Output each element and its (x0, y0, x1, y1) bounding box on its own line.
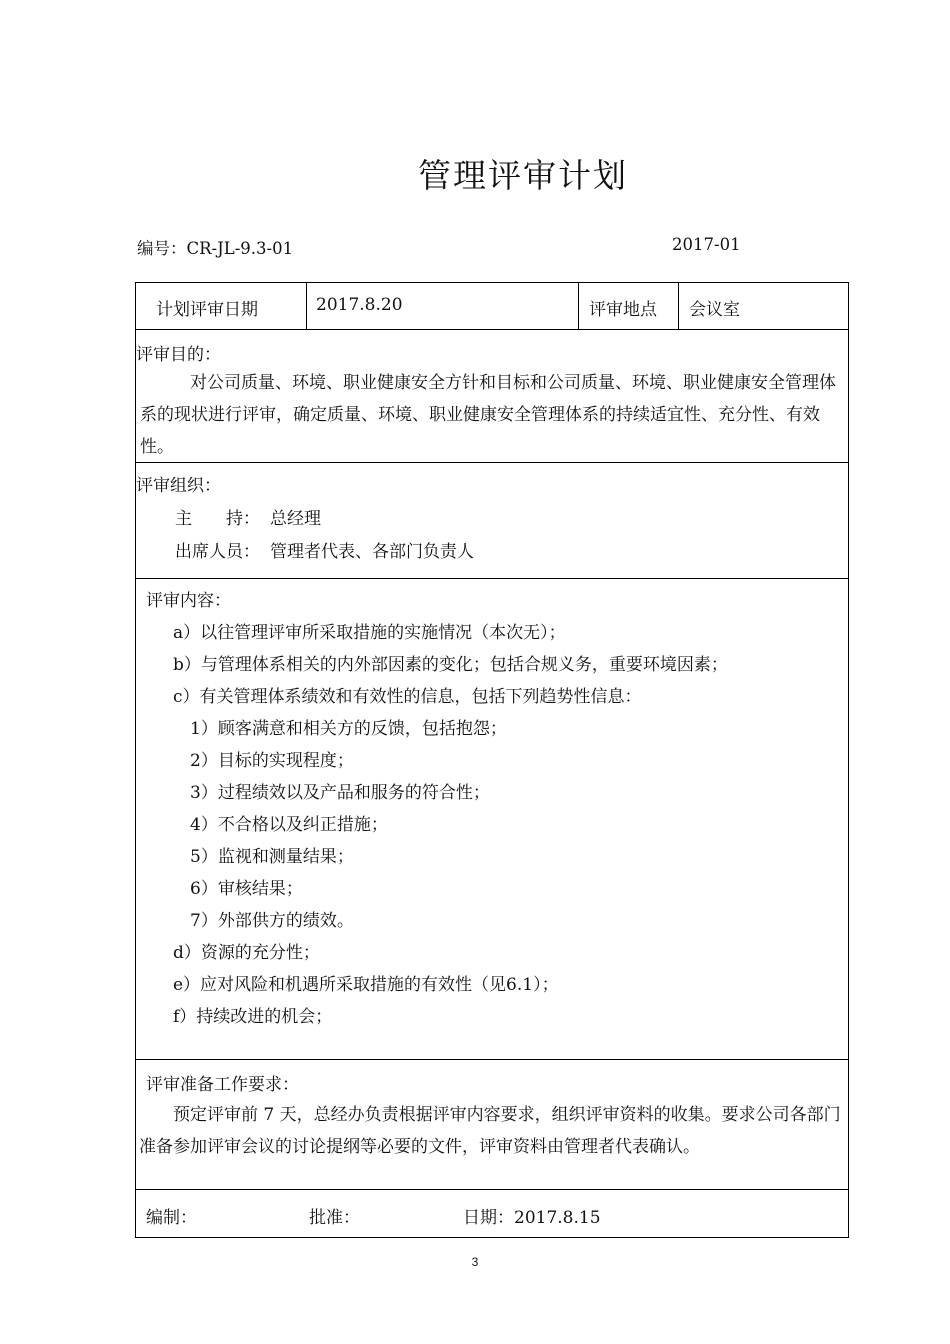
page-title: 管理评审计划 (418, 156, 628, 195)
content-section (136, 579, 848, 1060)
place-label: 评审地点 (589, 300, 657, 320)
list-subitem: 7）外部供方的绩效。 (190, 911, 354, 931)
sign-date-label: 日期：2017.8.15 (463, 1208, 601, 1228)
organization-heading: 评审组织： (136, 476, 221, 496)
preparation-section (136, 1060, 848, 1190)
list-subitem: 6）审核结果； (190, 879, 303, 899)
header-row (136, 283, 848, 330)
approved-by-label: 批准： (309, 1208, 360, 1228)
list-item: f）持续改进的机会； (173, 1007, 333, 1027)
preparation-heading: 评审准备工作要求： (146, 1075, 299, 1095)
list-item: a）以往管理评审所采取措施的实施情况（本次无）； (173, 623, 566, 643)
compiled-by-label: 编制： (146, 1208, 197, 1228)
date-label-cell (136, 283, 307, 329)
host-value: 总经理 (270, 509, 321, 529)
list-subitem: 2）目标的实现程度； (190, 751, 354, 771)
list-item: d）资源的充分性； (173, 943, 320, 963)
list-subitem: 1）顾客满意和相关方的反馈，包括抱怨； (190, 719, 507, 739)
date-value-cell (307, 283, 579, 329)
list-subitem: 3）过程绩效以及产品和服务的符合性； (190, 783, 490, 803)
planned-date-label: 计划评审日期 (156, 300, 258, 320)
organization-section (136, 463, 848, 579)
list-subitem: 4）不合格以及纠正措施； (190, 815, 388, 835)
purpose-heading: 评审目的： (136, 345, 221, 365)
attendees-value: 管理者代表、各部门负责人 (270, 542, 474, 562)
document-version: 2017-01 (672, 235, 741, 254)
planned-date-value: 2017.8.20 (316, 295, 403, 315)
purpose-text: 对公司质量、环境、职业健康安全方针和目标和公司质量、环境、职业健康安全管理体系的现状进行评审，确定质量、环境、职业健康安全管理体系的持续适宜性、充分性、有效性。 (140, 373, 836, 457)
review-plan-table (135, 282, 849, 1238)
document-number: 编号：CR-JL-9.3-01 (137, 239, 294, 258)
list-item: b）与管理体系相关的内外部因素的变化；包括合规义务，重要环境因素； (173, 655, 728, 675)
place-label-cell (579, 283, 679, 329)
content-heading: 评审内容： (146, 591, 231, 611)
host-label: 主 持： (175, 509, 260, 529)
signature-row (136, 1190, 848, 1237)
place-value-cell (679, 283, 848, 329)
place-value: 会议室 (689, 300, 740, 320)
preparation-text: 预定评审前 7 天，总经办负责根据评审内容要求，组织评审资料的收集。要求公司各部门准备参加评审会议的讨论提纲等必要的文件，评审资料由管理者代表确认。 (139, 1105, 841, 1157)
page-number: 3 (471, 1255, 479, 1269)
attendees-label: 出席人员： (175, 542, 260, 562)
purpose-section (136, 330, 848, 463)
list-subitem: 5）监视和测量结果； (190, 847, 354, 867)
list-item: e）应对风险和机遇所采取措施的有效性（见6.1）； (173, 975, 559, 995)
list-item: c）有关管理体系绩效和有效性的信息，包括下列趋势性信息： (173, 687, 642, 707)
